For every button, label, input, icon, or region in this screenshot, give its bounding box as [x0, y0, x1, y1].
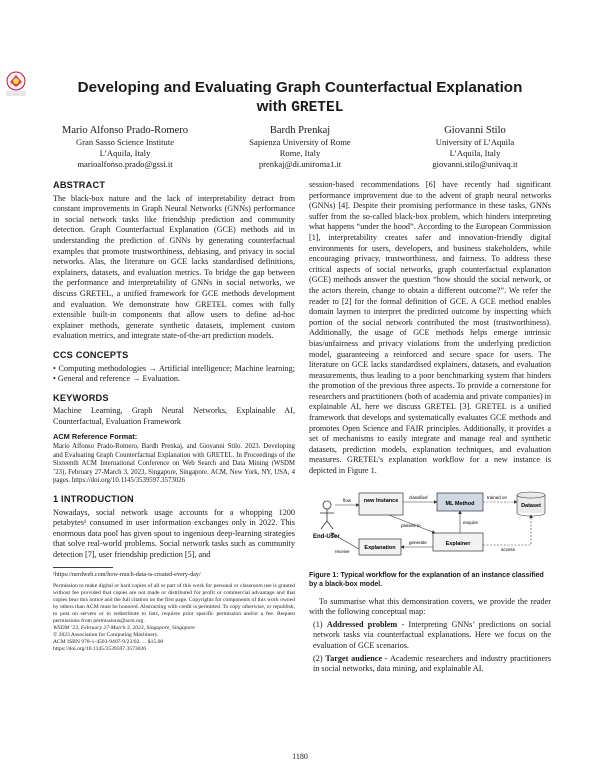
arrow-receive-label: receive — [335, 548, 350, 554]
introduction-text: Nowadays, social network usage accounts for a whopping 1200 petabytes¹ consumed in user information exchanges only in 2022. This enormous data pool has given spout to ingenious deep-learning strategies that solve real-world problems. Social network tasks such as community detection [7], user friendship prediction [5], and — [53, 507, 295, 559]
arrow-access-label: access — [501, 546, 516, 552]
permission-notice — [53, 583, 295, 653]
keywords-heading: KEYWORDS — [53, 392, 109, 403]
ml-method-label: ML Method — [445, 500, 475, 507]
acm-badge-icon — [4, 70, 28, 98]
workflow-diagram — [309, 485, 551, 565]
dataset-label: Dataset — [521, 502, 541, 509]
author-2 — [215, 124, 385, 170]
author-city: L’Aquila, Italy — [449, 148, 501, 158]
list-item-number: (2) — [313, 653, 323, 663]
author-affiliation: Sapienza University of Rome — [249, 137, 351, 147]
author-name: Bardh Prenkaj — [269, 125, 331, 136]
abstract-heading: ABSTRACT — [53, 180, 106, 190]
arrow-passed-label: passed to — [401, 522, 421, 528]
introduction-heading: 1 INTRODUCTION — [53, 494, 134, 505]
author-affiliation: University of L’Aquila — [435, 137, 515, 147]
figure-caption: Figure 1: Typical workflow for the explanation of an instance classified by a black-box model. — [309, 571, 544, 588]
conceptual-map-list — [309, 620, 551, 675]
end-user-icon — [320, 501, 334, 529]
abstract-text: The black-box nature and the lack of interpretability detract from constant improvements in Graph Neural Networks (GNNs) performance in social network tasks like friendship prediction and community detection. Graph Counterfactual Explanation (GCE) methods aid in understanding the prediction of GNNs by generating counterfactual examples that promote trustworthiness, debiasing, and privacy in social networks. Alas, the literature on GCE lacks standardised definitions, explainers, datasets, and evaluation metrics. To bridge the gap between the performance and interpretability of GNNs in social networks, we discuss GRETEL, a unified framework for GCE methods development and evaluation. We demonstrate how GRETEL comes with fully extensible built-in components that allow users to define ad-hoc explainer methods, generate synthetic datasets, implement custom evaluation metrics, and integrate state-of-the-art prediction models. — [53, 193, 295, 341]
ccs-heading: CCS CONCEPTS — [53, 349, 129, 360]
author-block — [40, 124, 560, 170]
acm-reference-text: Mario Alfonso Prado-Romero, Bardh Prenkaj, and Giovanni Stilo. 2023. Developing and Evaluating Graph Counterfactual Explanation with GRETEL. In Proceedings of the Sixteenth ACM International Conference on Web Search and Data Mining (WSDM ’23), February 27-March 3, 2023, Singapore, Singapore. ACM, New York, NY, USA, 4 pages. https://doi.org/10.1145/3539597.3573026 — [53, 443, 295, 485]
author-email[interactable]: marioalfonso.prado@gssi.it — [77, 159, 173, 169]
new-instance-label: new Instance — [363, 497, 399, 504]
list-item — [313, 654, 551, 675]
conference-line: WSDM ’23, February 27-March 3, 2023, Singapore, Singapore — [53, 625, 195, 632]
author-3 — [390, 124, 560, 170]
keywords-text: Machine Learning, Graph Neural Networks, Explainable AI, Counterfactual, Evaluation Framework — [53, 406, 295, 426]
list-item — [313, 620, 551, 652]
footnote-rule — [53, 567, 113, 568]
isbn-line: ACM ISBN 978-1-4503-9407-9/23/02. . . $15.00 — [53, 639, 164, 646]
workflow-figure — [309, 485, 551, 565]
list-item-text: - Interpreting GNNs’ predictions on social network tasks via counterfactual explanations. Here we focus on the evaluation of GCE scenarios. — [313, 619, 551, 650]
explanation-label: Explanation — [364, 544, 396, 551]
ccs-text: • Computing methodologies → Artificial intelligence; Machine learning; • General and reference → Evaluation. — [53, 363, 295, 384]
author-email[interactable]: prenkaj@di.uniroma1.it — [258, 159, 342, 169]
author-name: Mario Alfonso Prado-Romero — [62, 125, 188, 136]
author-city: Rome, Italy — [279, 148, 321, 158]
author-1 — [40, 124, 210, 170]
list-item-title: Addressed problem — [326, 619, 398, 629]
arrow-receive — [331, 533, 359, 549]
end-user-label: End-User — [313, 533, 340, 540]
arrow-flow-label: flow — [343, 497, 352, 503]
author-city: L’Aquila, Italy — [99, 148, 151, 158]
title-main: Developing and Evaluating Graph Counterfactual Explanation — [77, 79, 523, 96]
author-email[interactable]: giovanni.stilo@univaq.it — [432, 159, 518, 169]
new-instance-box — [359, 493, 403, 515]
arrow-classified-label: classified — [409, 494, 428, 500]
left-column — [53, 180, 295, 653]
author-name: Giovanni Stilo — [444, 125, 506, 136]
explainer-label: Explainer — [445, 540, 471, 547]
paper-title — [50, 78, 550, 118]
arrow-enquire-label: enquire — [463, 519, 479, 525]
copyright-line: © 2023 Association for Computing Machinery. — [53, 632, 159, 639]
body-paragraph-1: session-based recommendations [6] have recently had significant performance improvement due to the advent of graph neural networks (GNNs) [4]. Despite their promising performance in these tasks, GNNs suffer from the so-called black-box problem, which hinders interpreting what happens “under the hood”. According to the European Commission [1], interpretability creates safer and innovation-friendly digital environments for users, developers, and business stakeholders, while encouraging privacy, trustworthiness, and fairness. To address these critical aspects of social networks, graph counterfactual explanation (GCE) methods answer the question “how should the social network, or the actors therein, change to obtain a different outcome?”. We refer the reader to [2] for the formal definition of GCE. A GCE method enables domain laymen to interpret the predicted outcome by inspecting which portion of the social network contributed the most (trustworthiness). Additionally, the usage of GCE methods helps emerge intrinsic bias/unfairness and privacy violations from the underlying prediction model, guaranteeing a reinforced and secure space for users. The literature on GCE lacks standardised explainers, datasets, and evaluation measurements, thus leading to a poor benchmarking system that hinders the promotion of the previous three aspects. To provide a cornerstone for researchers and practitioners (both of academia and private companies) in explainable AI, here we discuss GRETEL [3]. GRETEL is a unified framework that develops and systematically evaluates GCE methods and promotes Open Science and FAIR principles. Additionally, it provides a set of mechanisms to easily integrate and manage real and synthetic datasets, prediction models, explanation techniques, and evaluation measures. GRETEL’s explanation workflow for a new instance is depicted in Figure 1. — [309, 180, 551, 476]
list-item-title: Target audience — [325, 653, 383, 663]
title-tool: GRETEL — [291, 100, 344, 116]
arrow-access — [483, 515, 531, 545]
page-number: 1180 — [292, 752, 308, 761]
footnote[interactable]: ¹https://nerdweb.com/how-much-data-is-created-every-day/ — [53, 570, 201, 578]
author-affiliation: Gran Sasso Science Institute — [75, 137, 175, 147]
title-with: with — [256, 98, 287, 115]
acm-reference-heading: ACM Reference Format: — [53, 432, 138, 442]
doi-link[interactable]: https://doi.org/10.1145/3539597.3573026 — [53, 646, 147, 653]
list-item-number: (1) — [313, 619, 323, 629]
right-column — [309, 180, 551, 677]
list-item-text: - Academic researchers and industry practitioners in social networks, data mining, and explainable AI. — [313, 653, 552, 674]
body-paragraph-2: To summarise what this demonstration covers, we provide the reader with the following conceptual map: — [309, 596, 551, 617]
arrow-trained-label: trained on — [487, 494, 508, 500]
permission-text: Permission to make digital or hard copies of all or part of this work for personal or classroom use is granted without fee provided that copies are not made or distributed for profit or commercial advantage and that copies bear this notice and the full citation on the first page. Copyrights for components of this work owned by others than ACM must be honored. Abstracting with credit is permitted. To copy otherwise, or republish, to post on servers or to redistribute to lists, requires prior specific permission and/or a fee. Request permissions from permissions@acm.org. — [53, 583, 295, 625]
arrow-generate-label: generate — [409, 539, 427, 545]
